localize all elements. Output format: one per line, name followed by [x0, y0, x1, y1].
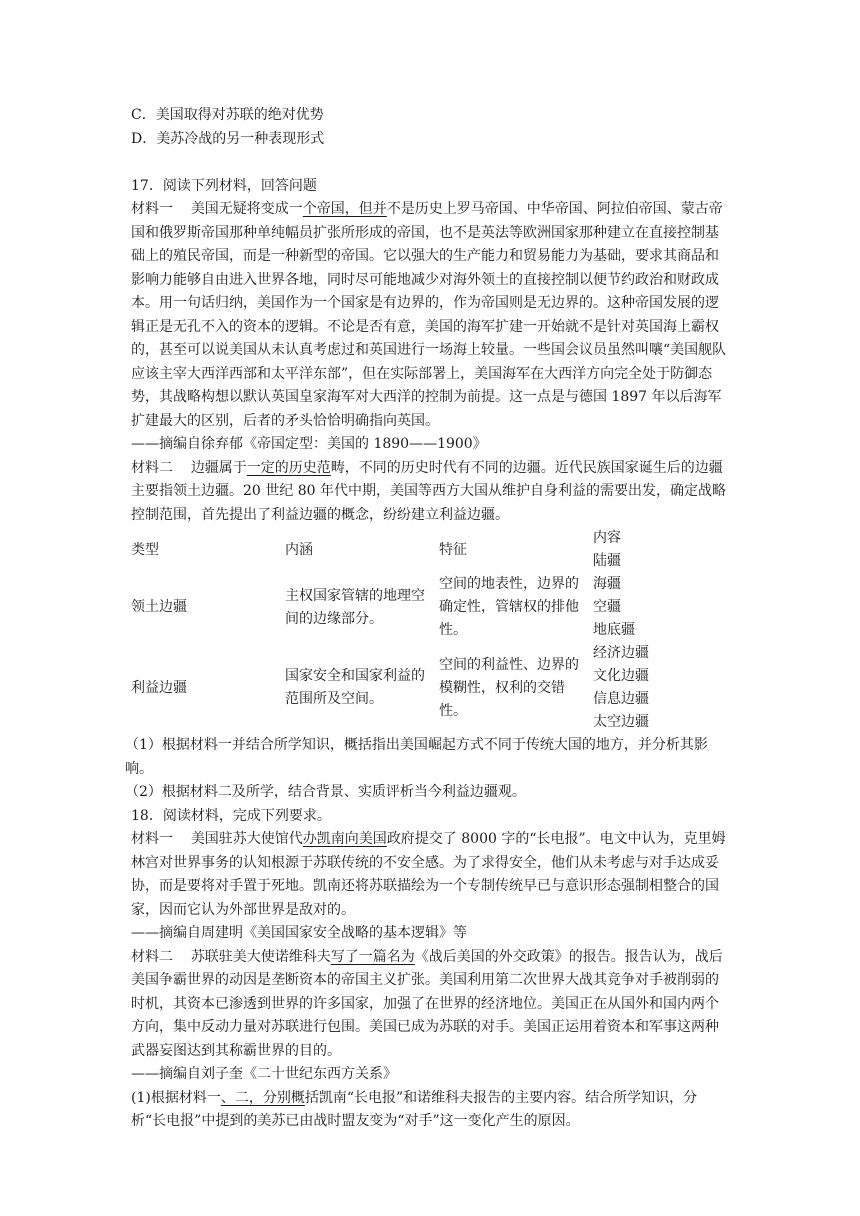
- table-header: 类型: [131, 541, 159, 558]
- q17-title: 17．阅读下列材料，回答问题: [131, 177, 317, 194]
- underlined-text: 一定的历史范: [246, 459, 331, 476]
- table-header: 内容 陆疆: [593, 530, 621, 569]
- q17-material-1-source: ——摘编自徐弃郁《帝国定型：美国的 1890——1900》: [131, 436, 487, 452]
- underlined-text: 办凯南向美国: [302, 831, 387, 847]
- q18-material-1-source: ——摘编自周建明《美国国家安全战略的基本逻辑》等: [131, 925, 467, 941]
- q17-question-2: （2）根据材料二及所学，结合背景、实质评析当今利益边疆观。: [125, 784, 526, 800]
- q18-material-2-source: ——摘编自刘子奎《二十世纪东西方关系》: [131, 1066, 397, 1082]
- q18-question-1: (1)根据材料一、二，分别概括凯南“长电报”和诺维科夫报告的主要内容。结合所学知识，分析“长电报”中提到的美苏已由战时盟友变为“对手”这一变化产生的原因。: [131, 1089, 698, 1129]
- option-d: D．美苏冷战的另一种表现形式: [131, 130, 325, 147]
- q18-material-2: 材料二 苏联驻美大使诺维科夫写了一篇名为《战后美国的外交政策》的报告。报告认为，战后美国争霸世界的动因是垄断资本的帝国主义扩张。美国利用第二次世界大战其竞争对手被削弱的时机，其资本已渗透到世界的许多国家，加强了在世界的经济地位。美国正在从国外和国内两个方向，集中反动力量对苏联进行包围。美国已成为苏联的对手。美国正运用着资本和军事这两种武器妄图达到其称霸世界的目的。: [131, 948, 723, 1059]
- q17-material-2: 材料二 边疆属于一定的历史范畴，不同的历史时代有不同的边疆。近代民族国家诞生后的边疆主要指领土边疆。20 世纪 80 年代中期，美国等西方大国从维护自身利益的需要出发，确定战略控制范围，首先提出了利益边疆的概念，纷纷建立利益边疆。: [131, 459, 726, 523]
- q18-title: 18．阅读材料，完成下列要求。: [131, 807, 331, 824]
- option-c: C．美国取得对苏联的绝对优势: [131, 107, 324, 123]
- table-header: 内涵: [285, 541, 313, 558]
- q17-question-1: （1）根据材料一并结合所学知识，概括指出美国崛起方式不同于传统大国的地方，并分析其影响。: [125, 737, 708, 777]
- material-label: 材料一: [131, 831, 173, 847]
- underlined-text: 、二，分别概: [220, 1089, 305, 1106]
- table-cell-type: 领土边疆: [131, 599, 187, 615]
- frontier-table: [131, 527, 711, 734]
- q17-material-1: 材料一 美国无疑将变成一个帝国，但并不是历史上罗马帝国、中华帝国、阿拉伯帝国、蒙古帝国和俄罗斯帝国那种单纯幅员扩张所形成的帝国，也不是英法等欧洲国家那种建立在直接控制基础上的殖民帝国，而是一种新型的帝国。它以强大的生产能力和贸易能力为基础，要求其商品和影响力能够自由进入世界各地，同时尽可能地减少对海外领土的直接控制以便节约政治和财政成本。用一句话归纳，美国作为一个国家是有边界的，作为帝国则是无边界的。这种帝国发展的逻辑正是无孔不入的资本的逻辑。不论是否有意，美国的海军扩建一开始就不是针对英国海上霸权的，甚至可以说美国从未认真考虑过和英国进行一场海上较量。一些国会议员虽然叫嚷“美国舰队应该主宰大西洋西部和太平洋东部”，但在实际部署上，美国海军在大西洋方向完全处于防御态势，其战略构想以默认英国皇家海军对大西洋的控制为前提。这一点是与德国 1897 年以后海军扩建最大的区别，后者的矛头恰恰明确指向英国。: [131, 201, 727, 429]
- table-row: [131, 573, 711, 642]
- material-label: 材料一: [131, 201, 173, 217]
- underlined-text: 个帝国，但并: [302, 201, 387, 217]
- table-cell-feature: 空间的地表性，边界的确定性，管辖权的排他性。: [439, 576, 579, 638]
- material-label: 材料二: [131, 459, 173, 476]
- table-cell-content: 经济边疆 文化边疆 信息边疆 太空边疆: [593, 645, 649, 730]
- table-cell-content: 海疆 空疆 地底疆: [593, 576, 635, 638]
- underlined-text: 写了一篇名为: [330, 948, 415, 965]
- spacer: [131, 151, 731, 175]
- table-cell-meaning: 主权国家管辖的地理空间的边缘部分。: [285, 587, 425, 627]
- table-cell-type: 利益边疆: [131, 679, 187, 696]
- q18-material-1: 材料一 美国驻苏大使馆代办凯南向美国政府提交了 8000 字的“长电报”。电文中认为，克里姆林宫对世界事务的认知根源于苏联传统的不安全感。为了求得安全，他们从未考虑与对手达成妥协，而是要将对手置于死地。凯南还将苏联描绘为一个专制传统早已与意识形态强制相整合的国家，因而它认为外部世界是敌对的。: [131, 831, 726, 918]
- table-cell-feature: 空间的利益性、边界的模糊性，权利的交错性。: [439, 656, 579, 719]
- table-row: [131, 642, 711, 734]
- table-header-row: [131, 527, 711, 573]
- table-header: 特征: [439, 541, 467, 558]
- material-label: 材料二: [131, 948, 173, 965]
- table-cell-meaning: 国家安全和国家利益的范围所及空间。: [285, 668, 425, 707]
- document-page: [125, 104, 731, 1134]
